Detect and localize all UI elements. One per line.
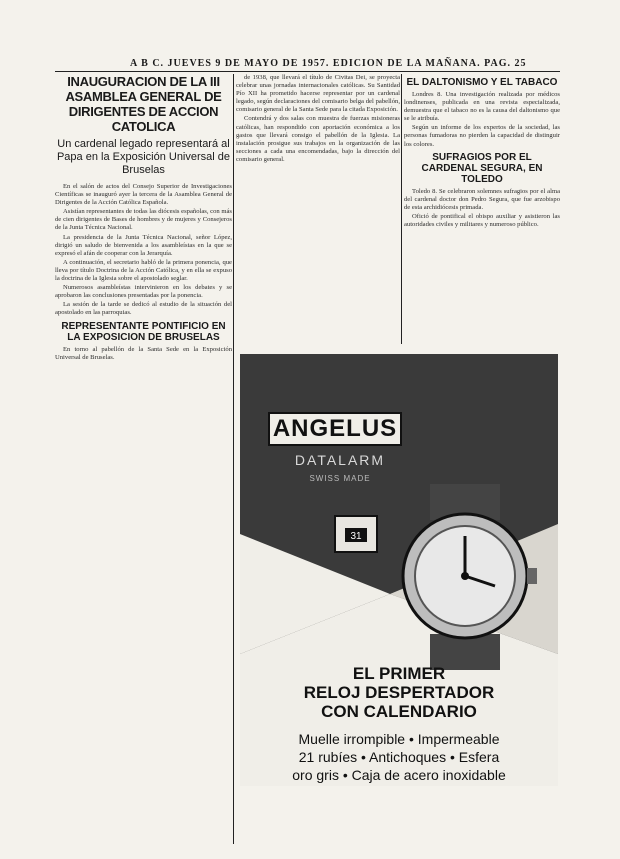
- article-paragraph: En torno al pabellón de la Santa Sede en la Exposición Universal de Bruselas.: [55, 345, 232, 361]
- article-paragraph: La presidencia de la Junta Técnica Nacional, señor López, dirigió un saludo de bienvenida a los asambleístas en la que se expresó el afán de cooperar con la Jerarquía.: [55, 233, 232, 257]
- ad-feature-line: 21 rubíes • Antichoques • Esfera: [298, 749, 500, 765]
- date-window-text: 31: [350, 531, 362, 542]
- ad-headline: [240, 664, 558, 721]
- ad-feature-line: Muelle irrompible • Impermeable: [298, 731, 500, 747]
- article-paragraph: A continuación, el secretario habló de la primera ponencia, que lleva por título Doctrina de la Acción Católica, y en ella se expuso la doctrina de la Iglesia sobre el apostolado seglar.: [55, 258, 232, 283]
- header-rule: [55, 71, 560, 72]
- ad-features: [240, 730, 558, 784]
- section-subheadline: REPRESENTANTE PONTIFICIO EN LA EXPOSICION DE BRUSELAS: [61, 320, 226, 343]
- ad-model-name: DATALARM: [294, 452, 386, 468]
- article-paragraph: Contendrá y dos salas con muestra de fuerzas misioneras católicas, han respondido con aportación económica a los gastos que llevará consigo el pabellón de la Iglesia. La instalación prosigue sus trabajos en la organización de las secciones a cada una encomendadas, bajo la dirección del comisario general.: [236, 115, 400, 163]
- ad-headline-line: RELOJ DESPERTADOR: [303, 683, 495, 702]
- left-column: [55, 74, 232, 363]
- angelus-advertisement: [240, 354, 558, 786]
- main-subheadline: Un cardenal legado representará al Papa en la Exposición Universal de Bruselas: [56, 138, 231, 176]
- daltonismo-headline: EL DALTONISMO Y EL TABACO: [406, 77, 558, 88]
- page-header: A B C. JUEVES 9 DE MAYO DE 1957. EDICION DE LA MAÑANA. PAG. 25: [130, 58, 527, 69]
- ad-headline-line: CON CALENDARIO: [321, 702, 477, 721]
- middle-column: [236, 74, 400, 165]
- article-paragraph: Londres 8. Una investigación realizada por médicos londinenses, publicada en una revista especializada, demuestra que el tabaco no es la causa del daltonismo que se le atribuía.: [404, 91, 560, 123]
- ad-tagline: SWISS MADE: [309, 474, 371, 483]
- article-paragraph: En el salón de actos del Consejo Superior de Investigaciones Científicas se inauguró ayer la tercera de la Asamblea General de Dirigentes de la Acción Católica Española.: [55, 183, 232, 207]
- ad-headline-line: EL PRIMER: [352, 664, 446, 683]
- right-column: [404, 74, 560, 230]
- sufragios-headline: SUFRAGIOS POR EL CARDENAL SEGURA, EN TOLEDO: [421, 151, 543, 185]
- article-paragraph: Toledo 8. Se celebraron solemnes sufragios por el alma del cardenal doctor don Pedro Segura, que fue arzobispo de esta archidiócesis primada.: [404, 187, 560, 211]
- column-divider-right: [401, 74, 402, 344]
- ad-feature-line: oro gris • Caja de acero inoxidable: [292, 767, 506, 783]
- article-paragraph: Asistían representantes de todas las diócesis españolas, con más de cien dirigentes de Bases de hombres y de mujeres y Consejeros de la Junta Técnica Nacional.: [55, 208, 232, 232]
- column-divider-left: [233, 74, 234, 844]
- article-paragraph: Ofició de pontifical el obispo auxiliar y asistieron las autoridades civiles y militares y numeroso público.: [404, 212, 560, 229]
- article-paragraph: Numerosos asambleístas intervinieron en los debates y se aprobaron las conclusiones presentadas por la ponencia.: [55, 284, 232, 300]
- article-paragraph: La sesión de la tarde se dedicó al estudio de la situación del apostolado en las parroquias.: [55, 301, 232, 317]
- main-headline: INAUGURACION DE LA III ASAMBLEA GENERAL DE DIRIGENTES DE ACCION CATOLICA: [65, 74, 222, 134]
- ad-brand-logo: ANGELUS: [268, 412, 402, 446]
- article-paragraph: de 1938, que llevará el título de Civitas Dei, se proyecta celebrar unas jornadas internacionales católicas. Su Santidad Pío XII ha prometido hacerse representar por un cardenal legado, según declaraciones del comisario belga del pabellón, comisario general de la Santa Sede para la citada Exposición.: [236, 74, 400, 114]
- article-paragraph: Según un informe de los expertos de la sociedad, las personas fumadoras no pierden la capacidad de distinguir los colores.: [404, 124, 560, 148]
